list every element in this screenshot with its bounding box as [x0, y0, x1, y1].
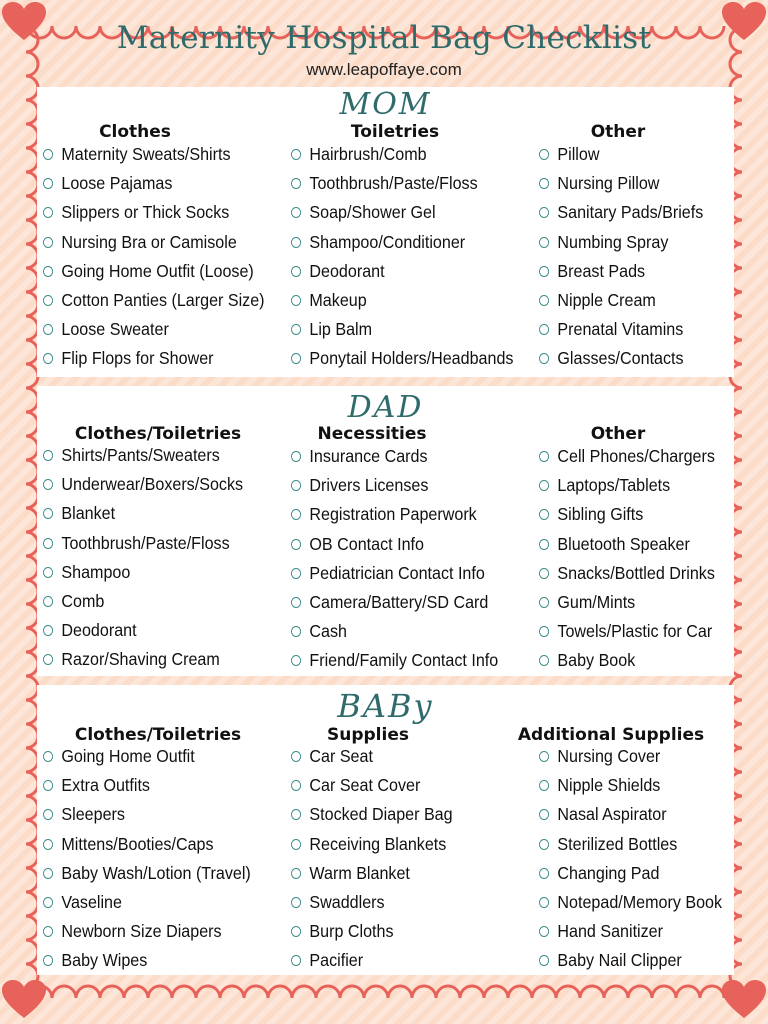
- checklist-item-label: Deodorant: [61, 620, 137, 641]
- checkbox-circle-icon[interactable]: [291, 926, 301, 937]
- checklist-item-label: Changing Pad: [557, 862, 660, 883]
- column-header: Necessities: [317, 424, 427, 444]
- checklist-item[interactable]: [291, 500, 498, 529]
- checkbox-circle-icon[interactable]: [291, 539, 301, 550]
- checklist-item[interactable]: [43, 529, 243, 558]
- checklist-item-label: Slippers or Thick Socks: [61, 202, 230, 223]
- checklist-item[interactable]: [43, 645, 243, 674]
- checkbox-circle-icon[interactable]: [539, 353, 549, 364]
- checklist-item-label: Cotton Panties (Larger Size): [61, 290, 265, 311]
- checkbox-circle-icon[interactable]: [539, 751, 549, 762]
- checkbox-circle-icon[interactable]: [539, 207, 549, 218]
- checklist-item[interactable]: [539, 344, 703, 373]
- checkbox-circle-icon[interactable]: [539, 780, 549, 791]
- checklist-item[interactable]: [539, 257, 703, 286]
- checklist-item-label: Flip Flops for Shower: [61, 348, 214, 369]
- checklist-item[interactable]: [43, 198, 265, 227]
- checkbox-circle-icon[interactable]: [291, 178, 301, 189]
- section-title: BABy: [337, 687, 434, 725]
- page-title: Maternity Hospital Bag Checklist: [116, 20, 652, 56]
- checklist-item-label: Soap/Shower Gel: [309, 202, 436, 223]
- checklist-item[interactable]: [539, 859, 722, 888]
- heart-icon: [722, 980, 766, 1020]
- checkbox-circle-icon[interactable]: [539, 324, 549, 335]
- checkbox-circle-icon[interactable]: [291, 237, 301, 248]
- checklist-item[interactable]: [539, 830, 722, 859]
- checklist-item-label: Newborn Size Diapers: [61, 921, 222, 942]
- checkbox-circle-icon[interactable]: [291, 295, 301, 306]
- checklist-item-label: Friend/Family Contact Info: [309, 650, 499, 671]
- checkbox-circle-icon[interactable]: [291, 897, 301, 908]
- checklist-item[interactable]: [291, 946, 453, 975]
- checklist-column: [539, 742, 738, 976]
- checklist-item-label: Car Seat: [309, 746, 373, 767]
- checklist-item-label: Glasses/Contacts: [557, 348, 684, 369]
- checklist-column: [291, 742, 467, 976]
- checkbox-circle-icon[interactable]: [43, 538, 53, 549]
- checklist-item[interactable]: [291, 228, 513, 257]
- checklist-item[interactable]: [539, 471, 715, 500]
- checkbox-circle-icon[interactable]: [291, 597, 301, 608]
- checklist-item-label: OB Contact Info: [309, 533, 424, 554]
- checklist-item-label: Laptops/Tablets: [557, 475, 671, 496]
- checkbox-circle-icon[interactable]: [291, 480, 301, 491]
- checkbox-circle-icon[interactable]: [539, 955, 549, 966]
- checklist-item-label: Hairbrush/Comb: [309, 144, 427, 165]
- checklist-item-label: Numbing Spray: [557, 231, 669, 252]
- checklist-item-label: Stocked Diaper Bag: [309, 804, 453, 825]
- checklist-item-label: Nursing Bra or Camisole: [61, 231, 237, 252]
- checklist-item[interactable]: [539, 917, 722, 946]
- checklist-item[interactable]: [291, 471, 498, 500]
- column-header: Other: [590, 122, 646, 142]
- checkbox-circle-icon[interactable]: [43, 450, 53, 461]
- checkbox-circle-icon[interactable]: [291, 955, 301, 966]
- checklist-item[interactable]: [291, 344, 513, 373]
- checkbox-circle-icon[interactable]: [291, 809, 301, 820]
- checklist-item[interactable]: [539, 286, 703, 315]
- checklist-item[interactable]: [43, 169, 265, 198]
- checkbox-circle-icon[interactable]: [539, 266, 549, 277]
- checklist-item-label: Vaseline: [61, 892, 122, 913]
- checklist-item-label: Sanitary Pads/Briefs: [557, 202, 704, 223]
- checklist-item-label: Maternity Sweats/Shirts: [61, 144, 231, 165]
- checklist-item[interactable]: [43, 344, 265, 373]
- checklist-item-label: Underwear/Boxers/Socks: [61, 474, 244, 495]
- section-title: DAD: [347, 390, 424, 425]
- checkbox-circle-icon[interactable]: [539, 868, 549, 879]
- checklist-item[interactable]: [43, 315, 265, 344]
- section-mom: [37, 87, 734, 377]
- checklist-item[interactable]: [539, 617, 715, 646]
- checkbox-circle-icon[interactable]: [539, 539, 549, 550]
- checklist-item-label: Shampoo/Conditioner: [309, 231, 466, 252]
- checklist-item-label: Shampoo: [61, 561, 131, 582]
- checklist-item[interactable]: [43, 771, 251, 800]
- checklist-item[interactable]: [43, 742, 251, 771]
- column-header: Clothes: [99, 122, 171, 142]
- checklist-column: [43, 140, 284, 374]
- checklist-item-label: Going Home Outfit (Loose): [61, 260, 254, 281]
- checklist-item-label: Car Seat Cover: [309, 775, 421, 796]
- checklist-item[interactable]: [291, 530, 498, 559]
- checkbox-circle-icon[interactable]: [43, 479, 53, 490]
- column-header: Toiletries: [350, 122, 440, 142]
- checkbox-circle-icon[interactable]: [539, 839, 549, 850]
- checklist-item[interactable]: [291, 617, 498, 646]
- checklist-item[interactable]: [43, 830, 251, 859]
- checklist-item-label: Lip Balm: [309, 319, 373, 340]
- checklist-column: [291, 442, 516, 676]
- checklist-item[interactable]: [43, 587, 243, 616]
- checkbox-circle-icon[interactable]: [291, 207, 301, 218]
- checklist-item-label: Pillow: [557, 144, 600, 165]
- checkbox-circle-icon[interactable]: [539, 480, 549, 491]
- checklist-item-label: Ponytail Holders/Headbands: [309, 348, 514, 369]
- column-header: Clothes/Toiletries: [74, 725, 242, 745]
- checklist-item[interactable]: [539, 315, 703, 344]
- checklist-item-label: Baby Nail Clipper: [557, 950, 682, 971]
- checklist-item[interactable]: [43, 499, 243, 528]
- checkbox-circle-icon[interactable]: [291, 149, 301, 160]
- checkbox-circle-icon[interactable]: [539, 178, 549, 189]
- checklist-item-label: Baby Book: [557, 650, 636, 671]
- checklist-item-label: Blanket: [61, 503, 116, 524]
- checklist-item[interactable]: [43, 286, 265, 315]
- checklist-item[interactable]: [539, 946, 722, 975]
- checkbox-circle-icon[interactable]: [43, 809, 53, 820]
- checkbox-circle-icon[interactable]: [43, 780, 53, 791]
- checklist-item[interactable]: [43, 616, 243, 645]
- checkbox-circle-icon[interactable]: [43, 596, 53, 607]
- checklist-item[interactable]: [291, 257, 513, 286]
- checkbox-circle-icon[interactable]: [539, 597, 549, 608]
- checkbox-circle-icon[interactable]: [43, 324, 53, 335]
- website-url: www.leapoffaye.com: [306, 60, 462, 79]
- checklist-item[interactable]: [291, 140, 513, 169]
- checklist-item-label: Extra Outfits: [61, 775, 150, 796]
- checkbox-circle-icon[interactable]: [43, 266, 53, 277]
- checklist-item[interactable]: [43, 470, 243, 499]
- checkbox-circle-icon[interactable]: [291, 655, 301, 666]
- checklist-item[interactable]: [291, 588, 498, 617]
- checklist-item[interactable]: [43, 441, 243, 470]
- checklist-item[interactable]: [291, 859, 453, 888]
- checkbox-circle-icon[interactable]: [43, 508, 53, 519]
- checklist-item[interactable]: [43, 228, 265, 257]
- checklist-item-label: Makeup: [309, 290, 367, 311]
- checklist-item-label: Bluetooth Speaker: [557, 533, 690, 554]
- checklist-item-label: Nursing Pillow: [557, 173, 660, 194]
- checklist-item[interactable]: [539, 771, 722, 800]
- checkbox-circle-icon[interactable]: [539, 149, 549, 160]
- checkbox-circle-icon[interactable]: [539, 451, 549, 462]
- checkbox-circle-icon[interactable]: [539, 655, 549, 666]
- checklist-item-label: Comb: [61, 591, 105, 612]
- checklist-item[interactable]: [43, 859, 251, 888]
- column-header: Other: [590, 424, 646, 444]
- checkbox-circle-icon[interactable]: [539, 237, 549, 248]
- checkbox-circle-icon[interactable]: [539, 926, 549, 937]
- checkbox-circle-icon[interactable]: [539, 626, 549, 637]
- checkbox-circle-icon[interactable]: [291, 451, 301, 462]
- checklist-column: [539, 442, 730, 676]
- checklist-item[interactable]: [291, 771, 453, 800]
- checkbox-circle-icon[interactable]: [291, 324, 301, 335]
- checklist-item-label: Snacks/Bottled Drinks: [557, 562, 715, 583]
- checkbox-circle-icon[interactable]: [43, 868, 53, 879]
- checkbox-circle-icon[interactable]: [291, 839, 301, 850]
- checklist-item[interactable]: [291, 559, 498, 588]
- checklist-item-label: Baby Wash/Lotion (Travel): [61, 862, 251, 883]
- checklist-item[interactable]: [291, 315, 513, 344]
- checklist-item-label: Sterilized Bottles: [557, 833, 678, 854]
- checklist-item[interactable]: [539, 198, 703, 227]
- checklist-item-label: Cash: [309, 621, 347, 642]
- checklist-item[interactable]: [291, 646, 498, 675]
- checkbox-circle-icon[interactable]: [291, 868, 301, 879]
- checklist-item-label: Cell Phones/Chargers: [557, 446, 715, 467]
- checkbox-circle-icon[interactable]: [43, 897, 53, 908]
- checklist-item-label: Toothbrush/Paste/Floss: [61, 532, 230, 553]
- checklist-item-label: Gum/Mints: [557, 592, 636, 613]
- checklist-item-label: Drivers Licenses: [309, 475, 429, 496]
- checkbox-circle-icon[interactable]: [539, 809, 549, 820]
- checkbox-circle-icon[interactable]: [43, 178, 53, 189]
- checklist-item-label: Loose Pajamas: [61, 173, 173, 194]
- checklist-item-label: Razor/Shaving Cream: [61, 649, 220, 670]
- checklist-item[interactable]: [43, 917, 251, 946]
- checkbox-circle-icon[interactable]: [43, 839, 53, 850]
- checklist-item-label: Towels/Plastic for Car: [557, 621, 713, 642]
- checklist-item-label: Breast Pads: [557, 260, 646, 281]
- checklist-item[interactable]: [291, 198, 513, 227]
- checklist-item-label: Swaddlers: [309, 892, 385, 913]
- checklist-item[interactable]: [539, 530, 715, 559]
- column-header: Additional Supplies: [517, 725, 705, 745]
- checkbox-circle-icon[interactable]: [43, 567, 53, 578]
- checklist-item-label: Sleepers: [61, 804, 125, 825]
- checklist-item[interactable]: [43, 888, 251, 917]
- checkbox-circle-icon[interactable]: [291, 626, 301, 637]
- checklist-item[interactable]: [539, 742, 722, 771]
- checklist-item-label: Shirts/Pants/Sweaters: [61, 445, 220, 466]
- checkbox-circle-icon[interactable]: [291, 266, 301, 277]
- checklist-item-label: Baby Wipes: [61, 950, 148, 971]
- checklist-item[interactable]: [539, 588, 715, 617]
- checkbox-circle-icon[interactable]: [43, 625, 53, 636]
- checklist-item[interactable]: [539, 646, 715, 675]
- checklist-item[interactable]: [43, 140, 265, 169]
- column-header: Supplies: [327, 725, 409, 745]
- checklist-item-label: Mittens/Booties/Caps: [61, 833, 214, 854]
- checklist-item-label: Deodorant: [309, 260, 385, 281]
- checklist-item-label: Nipple Shields: [557, 775, 661, 796]
- checklist-item-label: Nursing Cover: [557, 746, 661, 767]
- checkbox-circle-icon[interactable]: [539, 295, 549, 306]
- checklist-item-label: Registration Paperwork: [309, 504, 477, 525]
- checklist-item-label: Pacifier: [309, 950, 364, 971]
- checkbox-circle-icon[interactable]: [291, 509, 301, 520]
- checklist-item-label: Going Home Outfit: [61, 746, 195, 767]
- checklist-item[interactable]: [43, 946, 251, 975]
- checklist-item[interactable]: [539, 500, 715, 529]
- checkbox-circle-icon[interactable]: [539, 897, 549, 908]
- checklist-item-label: Notepad/Memory Book: [557, 892, 723, 913]
- checklist-column: [43, 742, 269, 976]
- checkbox-circle-icon[interactable]: [43, 926, 53, 937]
- checklist-item[interactable]: [291, 800, 453, 829]
- checkbox-circle-icon[interactable]: [539, 568, 549, 579]
- checklist-item-label: Hand Sanitizer: [557, 921, 664, 942]
- checkbox-circle-icon[interactable]: [43, 149, 53, 160]
- checklist-item[interactable]: [291, 830, 453, 859]
- checklist-item-label: Nipple Cream: [557, 290, 656, 311]
- checklist-item-label: Sibling Gifts: [557, 504, 644, 525]
- checklist-item[interactable]: [291, 286, 513, 315]
- checklist-column: [291, 140, 533, 374]
- column-header: Clothes/Toiletries: [74, 424, 242, 444]
- checkbox-circle-icon[interactable]: [291, 568, 301, 579]
- checklist-item[interactable]: [539, 228, 703, 257]
- checklist-item-label: Burp Cloths: [309, 921, 394, 942]
- checklist-item[interactable]: [43, 257, 265, 286]
- heart-icon: [2, 980, 46, 1020]
- checklist-item-label: Loose Sweater: [61, 319, 169, 340]
- checkbox-circle-icon[interactable]: [43, 295, 53, 306]
- checklist-item[interactable]: [539, 442, 715, 471]
- checkbox-circle-icon[interactable]: [539, 509, 549, 520]
- checklist-item-label: Toothbrush/Paste/Floss: [309, 173, 478, 194]
- checkbox-circle-icon[interactable]: [43, 207, 53, 218]
- checklist-item[interactable]: [43, 800, 251, 829]
- checklist-item[interactable]: [291, 169, 513, 198]
- checkbox-circle-icon[interactable]: [43, 237, 53, 248]
- checklist-column: [539, 140, 718, 374]
- section-title: MOM: [339, 87, 432, 122]
- checkbox-circle-icon[interactable]: [43, 751, 53, 762]
- checklist-column: [43, 441, 260, 675]
- checkbox-circle-icon[interactable]: [291, 751, 301, 762]
- checklist-item[interactable]: [539, 140, 703, 169]
- checklist-item-label: Insurance Cards: [309, 446, 428, 467]
- checkbox-circle-icon[interactable]: [43, 654, 53, 665]
- checklist-item[interactable]: [539, 800, 722, 829]
- checklist-item[interactable]: [539, 559, 715, 588]
- checklist-item[interactable]: [539, 888, 722, 917]
- checkbox-circle-icon[interactable]: [43, 955, 53, 966]
- checklist-item[interactable]: [539, 169, 703, 198]
- checklist-item-label: Receiving Blankets: [309, 833, 447, 854]
- checkbox-circle-icon[interactable]: [291, 353, 301, 364]
- checklist-item-label: Warm Blanket: [309, 862, 410, 883]
- checklist-item[interactable]: [43, 558, 243, 587]
- checklist-item-label: Prenatal Vitamins: [557, 319, 684, 340]
- section-dad: [37, 386, 734, 676]
- checklist-item-label: Camera/Battery/SD Card: [309, 592, 489, 613]
- checklist-item[interactable]: [291, 888, 453, 917]
- checkbox-circle-icon[interactable]: [43, 353, 53, 364]
- section-baby: [37, 685, 734, 975]
- checklist-item[interactable]: [291, 742, 453, 771]
- checklist-item-label: Pediatrician Contact Info: [309, 562, 485, 583]
- checkbox-circle-icon[interactable]: [291, 780, 301, 791]
- checklist-item[interactable]: [291, 442, 498, 471]
- checklist-item-label: Nasal Aspirator: [557, 804, 667, 825]
- checklist-item[interactable]: [291, 917, 453, 946]
